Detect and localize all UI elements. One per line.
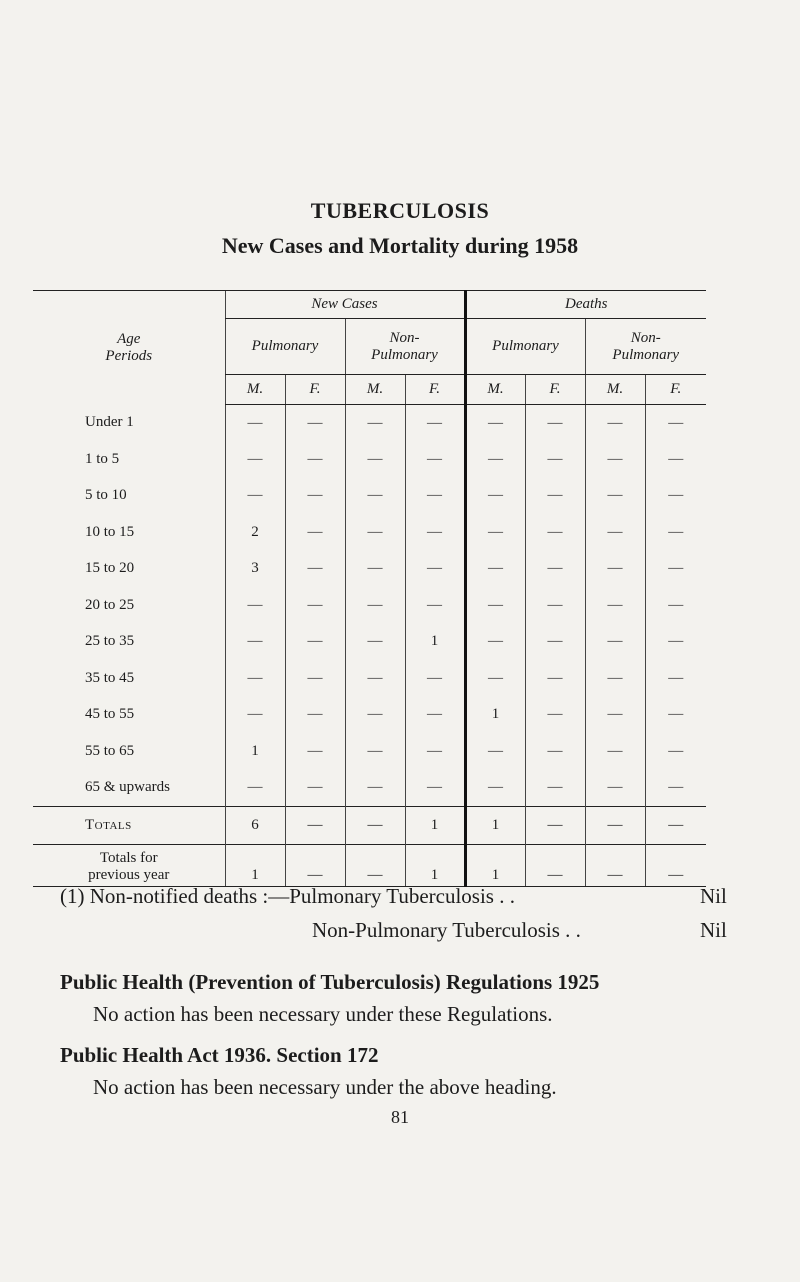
table-row <box>33 551 706 588</box>
sex-header: F. <box>525 375 585 405</box>
totals-cell: 1 <box>465 806 525 844</box>
table-cell: — <box>585 405 645 442</box>
table-row <box>33 587 706 624</box>
deaths-header: Deaths <box>465 291 706 319</box>
table-row <box>33 624 706 661</box>
age-period: 35 to 45 <box>85 669 135 686</box>
table-cell: — <box>225 405 285 442</box>
table-cell: — <box>285 478 345 515</box>
table-cell: — <box>405 405 465 442</box>
table-cell: — <box>285 587 345 624</box>
totals-cell: — <box>585 806 645 844</box>
table-cell: — <box>225 441 285 478</box>
totals-cell: 6 <box>225 806 285 844</box>
table-cell: — <box>465 660 525 697</box>
table-cell: — <box>525 770 585 807</box>
table-cell: — <box>465 514 525 551</box>
section-text-regulations: No action has been necessary under these Regulations. <box>93 1002 553 1026</box>
previous-year-totals-cell: 1 <box>465 844 525 886</box>
table-cell: — <box>285 697 345 734</box>
table-row <box>33 697 706 734</box>
table-cell: — <box>645 514 706 551</box>
previous-year-totals-cell: — <box>585 844 645 886</box>
table-cell: — <box>585 733 645 770</box>
table-cell: — <box>285 733 345 770</box>
table-cell: — <box>645 587 706 624</box>
table-cell: 2 <box>225 514 285 551</box>
totals-cell: — <box>345 806 405 844</box>
table-cell: — <box>405 551 465 588</box>
table-cell: — <box>345 697 405 734</box>
totals-cell: 1 <box>405 806 465 844</box>
table-cell: — <box>525 514 585 551</box>
table-cell: — <box>345 441 405 478</box>
table-cell: — <box>285 624 345 661</box>
table-cell: — <box>525 478 585 515</box>
table-row <box>33 770 706 807</box>
previous-year-totals-cell: — <box>285 844 345 886</box>
table-cell: — <box>585 551 645 588</box>
table-row <box>33 441 706 478</box>
table-cell: — <box>465 478 525 515</box>
table-cell: — <box>405 770 465 807</box>
age-period: 65 & upwards <box>85 779 170 795</box>
sex-header: F. <box>645 375 706 405</box>
table-row <box>33 478 706 515</box>
table-cell: — <box>645 697 706 734</box>
subheader-new-cases-pulmonary: Pulmonary <box>225 319 345 375</box>
table-cell: — <box>225 660 285 697</box>
table-cell: — <box>225 697 285 734</box>
table-cell: 1 <box>465 697 525 734</box>
table-cell: — <box>225 770 285 807</box>
table-row <box>33 405 706 442</box>
table-cell: — <box>345 551 405 588</box>
previous-year-totals-cell: — <box>525 844 585 886</box>
table-cell: — <box>585 697 645 734</box>
table-cell: — <box>225 478 285 515</box>
table-cell: — <box>585 624 645 661</box>
totals-label: Totals <box>33 806 225 844</box>
table-row <box>33 660 706 697</box>
table-cell: — <box>585 478 645 515</box>
table-cell: — <box>465 405 525 442</box>
table-cell: — <box>345 405 405 442</box>
tuberculosis-table <box>33 290 706 887</box>
new-cases-header: New Cases <box>225 291 465 319</box>
age-period: Under 1 <box>85 414 134 431</box>
previous-year-totals-cell: 1 <box>225 844 285 886</box>
totals-cell: — <box>285 806 345 844</box>
table-cell: — <box>285 660 345 697</box>
table-cell: — <box>405 587 465 624</box>
table-cell: — <box>465 624 525 661</box>
table-cell: — <box>645 624 706 661</box>
table-cell: — <box>465 587 525 624</box>
note-pulmonary-label: (1) Non-notified deaths :—Pulmonary Tuberculosis . . <box>60 884 515 908</box>
table-cell: — <box>525 733 585 770</box>
totals-row <box>33 806 706 844</box>
table-cell: — <box>525 441 585 478</box>
sex-header: M. <box>225 375 285 405</box>
table-cell: — <box>405 733 465 770</box>
sex-header: M. <box>585 375 645 405</box>
table-cell: — <box>645 733 706 770</box>
table-cell: — <box>525 660 585 697</box>
previous-year-totals-label: Totals for previous year <box>33 844 225 886</box>
subheader-deaths-pulmonary: Pulmonary <box>465 319 585 375</box>
sex-header: F. <box>285 375 345 405</box>
table-cell: — <box>585 770 645 807</box>
table-cell: — <box>465 551 525 588</box>
table-cell: — <box>645 551 706 588</box>
table-cell: — <box>585 441 645 478</box>
section-text-act: No action has been necessary under the above heading. <box>93 1075 557 1099</box>
table-row <box>33 733 706 770</box>
age-period: 45 to 55 <box>85 706 135 723</box>
table-cell: — <box>285 514 345 551</box>
table-cell: — <box>525 587 585 624</box>
previous-year-totals-cell: — <box>345 844 405 886</box>
table-cell: — <box>645 770 706 807</box>
table-row <box>33 514 706 551</box>
page-title: TUBERCULOSIS <box>310 198 490 223</box>
age-period: 10 to 15 <box>85 523 135 540</box>
table-cell: — <box>525 624 585 661</box>
age-period: 20 to 25 <box>85 596 135 613</box>
table-cell: — <box>585 660 645 697</box>
page-number: 81 <box>391 1107 409 1127</box>
page-subtitle: New Cases and Mortality during 1958 <box>221 233 579 258</box>
table-cell: — <box>285 551 345 588</box>
table-cell: — <box>525 697 585 734</box>
table-cell: — <box>465 770 525 807</box>
table-cell: — <box>285 441 345 478</box>
table-cell: — <box>525 405 585 442</box>
table-cell: — <box>345 660 405 697</box>
table-cell: — <box>285 770 345 807</box>
age-periods-header: Age Periods <box>33 291 225 405</box>
table-cell: — <box>645 478 706 515</box>
age-period: 15 to 20 <box>85 560 135 577</box>
table-cell: — <box>345 624 405 661</box>
table-cell: — <box>405 660 465 697</box>
table-cell: 1 <box>225 733 285 770</box>
table-cell: — <box>225 624 285 661</box>
table-cell: — <box>525 551 585 588</box>
sex-header: M. <box>345 375 405 405</box>
age-period: 25 to 35 <box>85 633 135 650</box>
table-cell: — <box>345 770 405 807</box>
table-cell: — <box>645 441 706 478</box>
table-cell: — <box>345 478 405 515</box>
note-non-pulmonary-label: Non-Pulmonary Tuberculosis . . <box>312 918 581 942</box>
table-cell: 1 <box>405 624 465 661</box>
table-cell: — <box>405 478 465 515</box>
sex-header: M. <box>465 375 525 405</box>
totals-cell: — <box>525 806 585 844</box>
table-cell: — <box>645 405 706 442</box>
age-period: 1 to 5 <box>85 450 120 467</box>
table-cell: — <box>285 405 345 442</box>
table-cell: — <box>465 733 525 770</box>
table-cell: — <box>345 514 405 551</box>
table-cell: 3 <box>225 551 285 588</box>
section-heading-act: Public Health Act 1936. Section 172 <box>60 1043 379 1067</box>
totals-cell: — <box>645 806 706 844</box>
age-period: 5 to 10 <box>85 487 127 504</box>
table-cell: — <box>345 733 405 770</box>
note-non-pulmonary-value: Nil <box>700 918 727 942</box>
previous-year-totals-row <box>33 844 706 886</box>
subheader-deaths-non-pulmonary: Non- Pulmonary <box>585 319 706 375</box>
age-period: 55 to 65 <box>85 742 135 759</box>
table-cell: — <box>405 514 465 551</box>
table-cell: — <box>585 587 645 624</box>
table-cell: — <box>585 514 645 551</box>
table-cell: — <box>405 697 465 734</box>
table-cell: — <box>225 587 285 624</box>
table-cell: — <box>465 441 525 478</box>
subheader-new-cases-non-pulmonary: Non- Pulmonary <box>345 319 465 375</box>
table-cell: — <box>345 587 405 624</box>
previous-year-totals-cell: — <box>645 844 706 886</box>
sex-header: F. <box>405 375 465 405</box>
note-pulmonary-value: Nil <box>700 884 727 908</box>
table-cell: — <box>645 660 706 697</box>
section-heading-regulations: Public Health (Prevention of Tuberculosis) Regulations 1925 <box>60 970 600 994</box>
table-cell: — <box>405 441 465 478</box>
previous-year-totals-cell: 1 <box>405 844 465 886</box>
